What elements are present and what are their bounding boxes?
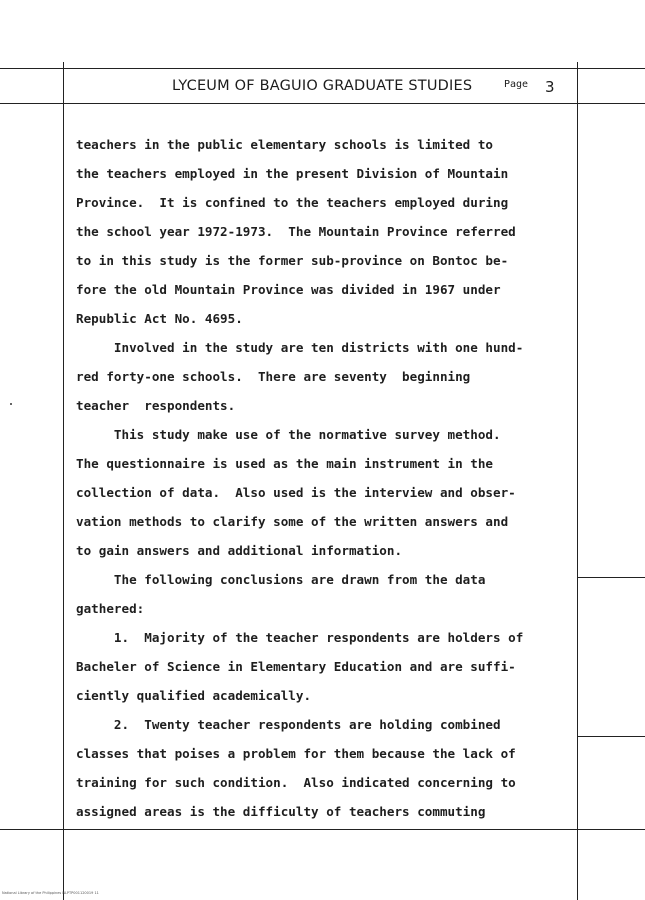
body-text [76, 130, 576, 826]
margin-rule-right-1 [577, 577, 645, 578]
body-line: ciently qualified academically. [76, 688, 312, 703]
body-line: training for such condition. Also indicated concerning to [76, 775, 516, 790]
page-label: Page [504, 79, 529, 90]
body-line: 2. Twenty teacher respondents are holding combined [76, 717, 501, 732]
left-margin-rule [63, 62, 64, 900]
header-bottom-rule [0, 103, 645, 104]
body-line: classes that poises a problem for them because the lack of [76, 746, 516, 761]
body-line: vation methods to clarify some of the written answers and [76, 514, 509, 529]
margin-rule-right-2 [577, 736, 645, 737]
body-line: Bacheler of Science in Elementary Education and are suffi- [76, 659, 516, 674]
body-line: teachers in the public elementary schools is limited to [76, 137, 494, 152]
body-line: assigned areas is the difficulty of teachers commuting [76, 804, 486, 819]
body-line: The following conclusions are drawn from the data [76, 572, 486, 587]
right-margin-rule [577, 62, 578, 900]
body-line: red forty-one schools. There are seventy beginning [76, 369, 471, 384]
body-line: gathered: [76, 601, 145, 616]
body-line: the school year 1972-1973. The Mountain Province referred [76, 224, 516, 239]
body-line: Republic Act No. 4695. [76, 311, 243, 326]
body-line: teacher respondents. [76, 398, 236, 413]
footer-rule [0, 829, 645, 830]
body-line: The questionnaire is used as the main instrument in the [76, 456, 494, 471]
body-line: fore the old Mountain Province was divided in 1967 under [76, 282, 501, 297]
scan-speck [10, 403, 12, 405]
body-line: to in this study is the former sub-province on Bontoc be- [76, 253, 509, 268]
body-line: This study make use of the normative survey method. [76, 427, 501, 442]
body-line: to gain answers and additional information. [76, 543, 403, 558]
header-title: LYCEUM OF BAGUIO GRADUATE STUDIES [172, 78, 473, 94]
header-top-rule [0, 68, 645, 69]
archive-footer: National Library of the Philippines NLPTP001120019 11 [2, 891, 99, 895]
body-line: collection of data. Also used is the interview and obser- [76, 485, 516, 500]
body-line: the teachers employed in the present Division of Mountain [76, 166, 509, 181]
page-number: 3 [545, 78, 555, 96]
body-line: Province. It is confined to the teachers employed during [76, 195, 509, 210]
body-line: 1. Majority of the teacher respondents are holders of [76, 630, 524, 645]
body-line: Involved in the study are ten districts with one hund- [76, 340, 524, 355]
